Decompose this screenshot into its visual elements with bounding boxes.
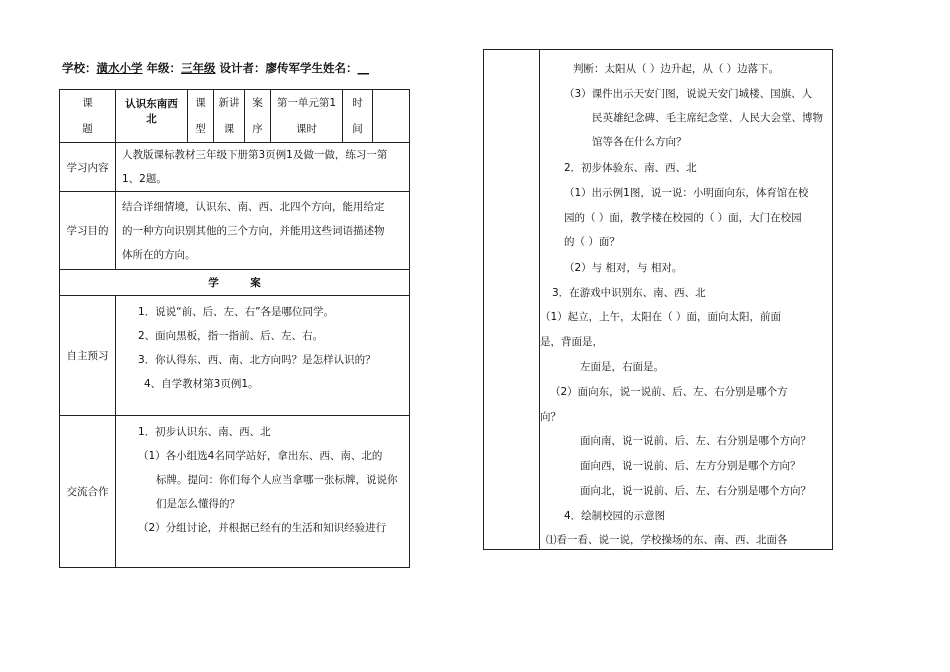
right-line: （3）课件出示天安门图，说说天安门城楼、国旗、人 [564,88,813,100]
exchange-label: 交流合作 [60,416,116,568]
preview-row [60,296,410,416]
right-line: （1）起立，上午，太阳在（ ）面，面向太阳，前面 [540,311,782,323]
continuation-content-cell [539,50,832,549]
designer-name: 廖传军 [265,61,301,75]
grade-label: 年级： [142,61,182,75]
right-line: 民英雄纪念碑、毛主席纪念堂、人民大会堂、博物 [592,112,823,124]
right-line: 面向北，说一说前、后、左、右分别是哪个方向？ [580,485,811,497]
student-name-blank: __ [357,61,370,75]
time-value-cell [373,90,410,143]
topic-label-cell: 课 题 [60,90,116,143]
info-row [60,90,410,143]
right-line: （2）与 相对，与 相对。 [564,262,683,274]
right-line: 向？ [540,411,561,423]
right-line: 面向西，说一说前、后、左方分别是哪个方向？ [580,460,801,472]
exchange-text: 1．初步认识东、南、西、北 （1）各小组选4名同学站好，拿出东、西、南、北的 标牌。提问：你们每个人应当拿哪一张标牌，说说你 们是怎么懂得的？ （2）分组讨论，并根据已经有的生活和知识经验进行 [116,416,410,568]
plan-title: 学 案 [60,270,410,296]
time-label-cell: 时 间 [343,90,373,143]
type-value-cell: 新讲 课 [214,90,245,143]
type-label-cell: 课 型 [188,90,214,143]
right-line: （2）面向东，说一说前、后、左、右分别是哪个方 [550,386,788,398]
order-value-cell: 第一单元第1 课时 [271,90,343,143]
right-line: 的（ ）面？ [564,236,620,248]
right-line: 园的（ ）面，教学楼在校园的（ ）面，大门在校园 [564,212,802,224]
right-line: 馆等各在什么方向？ [592,136,687,148]
content-row [60,143,410,192]
objective-text: 结合详细情境，认识东、南、西、北四个方向，能用给定 的一种方向识别其他的三个方向，并能用这些词语描述物 体所在的方向。 [116,192,410,270]
right-line: 2．初步体验东、南、西、北 [564,162,697,174]
right-line: ⑴看一看、说一说，学校操场的东、南、西、北面各 [546,534,788,546]
preview-text: 1．说说“前、后、左、右”各是哪位同学。 2、面向黑板，指一指前、后、左、右。 3．你认得东、西、南、北方向吗？是怎样认识的？ 4、自学教材第3页例1。 [116,296,410,416]
right-line: 左面是，右面是。 [580,361,664,373]
topic-value: 认识东南西北 [116,90,188,143]
right-line: 面向南，说一说前、后、左、右分别是哪个方向？ [580,435,811,447]
designer-label: 设计者： [215,61,266,75]
right-line: 判断：太阳从（ ）边升起，从（ ）边落下。 [573,63,780,75]
document-header [62,60,369,76]
right-line: 是，背面是， [540,336,603,348]
school-name: 潢水小学 [96,61,143,75]
grade-value: 三年级 [181,61,216,75]
objective-row [60,192,410,270]
content-text: 人教版课标教材三年级下册第3页例1及做一做，练习一第 1、2题。 [116,143,410,192]
objective-label: 学习目的 [60,192,116,270]
content-label: 学习内容 [60,143,116,192]
right-line: （1）出示例1图，说一说：小明面向东，体育馆在校 [564,187,809,199]
school-label: 学校： [62,61,97,75]
order-label-cell: 案 序 [245,90,271,143]
right-line: 3．在游戏中识别东、南、西、北 [552,287,706,299]
lesson-plan-table [59,89,410,568]
student-label: 学生姓名： [300,61,358,75]
continuation-table [483,49,833,550]
plan-title-row [60,270,410,296]
exchange-row [60,416,410,568]
right-line: 4．绘制校园的示意图 [564,510,666,522]
preview-label: 自主预习 [60,296,116,416]
